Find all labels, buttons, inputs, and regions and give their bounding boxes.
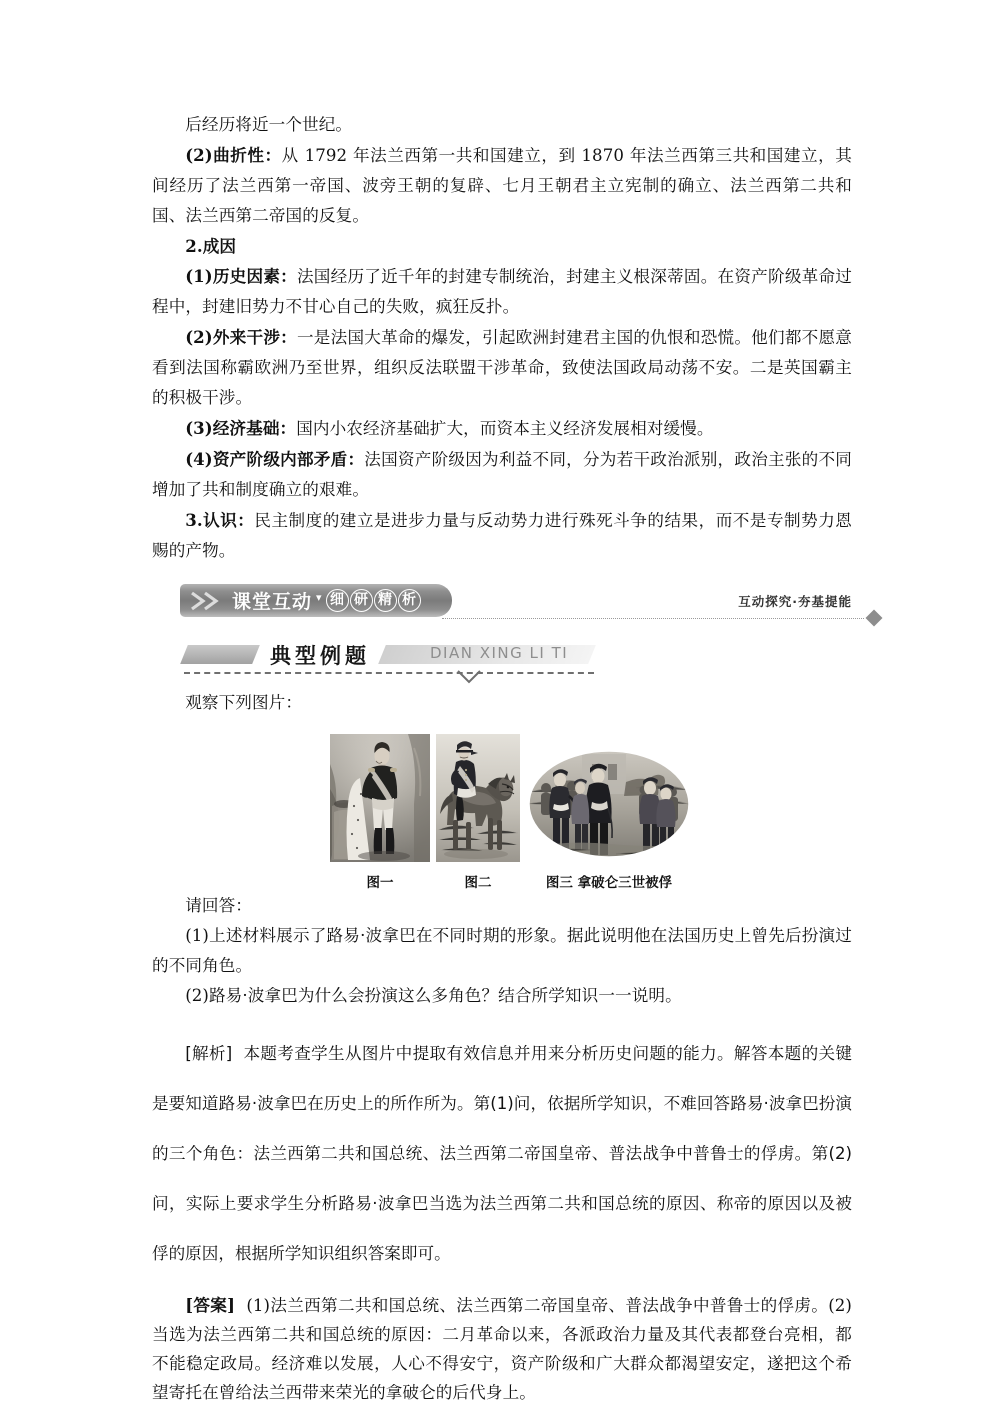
answer-paragraph	[152, 1291, 852, 1407]
analysis-block	[152, 1029, 852, 1279]
page-content	[152, 110, 852, 1407]
ask-label: 请回答：	[185, 896, 252, 915]
cause-item-5-label: 3.认识：	[185, 510, 255, 530]
chevron-down-icon	[456, 669, 482, 688]
question-2: (2)路易·波拿巴为什么会扮演这么多角色？结合所学知识一一说明。	[185, 986, 682, 1005]
cause-item-3-label: (3)经济基础：	[185, 418, 297, 438]
analysis-paragraph	[152, 1029, 852, 1279]
banner-char-2: 精	[374, 589, 397, 612]
napoleon-iii-equestrian-portrait	[436, 734, 520, 862]
cause-item-1-label: (1)历史因素：	[185, 266, 297, 286]
cause-item-1-text: 法国经历了近千年的封建专制统治，封建主义根深蒂固。在资产阶级革命过程中，封建旧势力不甘心自己的失败，疯狂反扑。	[152, 267, 852, 316]
analysis-tag: [解析]	[185, 1044, 233, 1063]
cause-item-3	[152, 413, 852, 444]
figure-2	[436, 734, 520, 891]
answer-tag: [答案]	[185, 1295, 236, 1315]
figure-group	[152, 734, 852, 891]
banner-title-right	[326, 589, 422, 612]
double-chevron-right-icon	[188, 589, 228, 613]
cause-item-2-text: 一是法国大革命的爆发，引起欧洲封建君主国的仇恨和恐慌。他们都不愿意看到法国称霸欧洲乃至世界，组织反法联盟干涉革命，致使法国政局动荡不安。二是英国霸主的积极干涉。	[152, 328, 852, 407]
cause-item-2	[152, 322, 852, 413]
notes-heading-2: 2.成因	[185, 236, 237, 256]
banner-separator-icon: ▾	[316, 591, 322, 604]
example-prompt: 观察下列图片：	[185, 693, 303, 712]
diamond-marker-icon	[866, 610, 883, 627]
answer-text: (1)法兰西第二共和国总统、法兰西第二帝国皇帝、普法战争中普鲁士的俘虏。(2)当选为法兰西第二共和国总统的原因：二月革命以来，各派政治力量及其代表都登台亮相，都不能稳定政局。经济难以发展，人心不得安宁，资产阶级和广大群众都渴望安定，遂把这个希望寄托在曾给法兰西带来荣光的拿破仑的后代身上。	[152, 1296, 853, 1402]
figure-3-caption: 图三 拿破仑三世被俘	[545, 875, 673, 891]
answer-block	[152, 1291, 852, 1407]
figure-1	[330, 734, 430, 891]
cause-item-3-text: 国内小农经济基础扩大，而资本主义经济发展相对缓慢。	[296, 419, 714, 438]
banner-bar	[180, 584, 452, 617]
banner-char-3: 析	[398, 589, 421, 612]
note-item-2-label: (2)曲折性：	[185, 145, 282, 165]
note-item-2	[152, 140, 852, 231]
banner-title-left: 课堂互动	[232, 591, 313, 613]
subheader-title: 典型例题	[270, 644, 370, 668]
banner-right-label: 互动探究·夯基提能	[732, 592, 858, 610]
figure-2-caption: 图二	[464, 875, 492, 891]
banner-char-0: 细	[326, 589, 349, 612]
figure-1-caption: 图一	[366, 875, 394, 891]
question-1: (1)上述材料展示了路易·波拿巴在不同时期的形象。据此说明他在法国历史上曾先后扮演过的不同角色。	[152, 926, 852, 975]
napoleon-iii-captured-scene	[526, 748, 692, 862]
note-line-top: 后经历将近一个世纪。	[185, 115, 353, 134]
cause-item-2-label: (2)外来干涉：	[185, 327, 297, 347]
analysis-text: 本题考查学生从图片中提取有效信息并用来分析历史问题的能力。解答本题的关键是要知道路易·波拿巴在历史上的所作所为。第(1)问，依据所学知识，不难回答路易·波拿巴扮演的三个角色：法兰西第二共和国总统、法兰西第二帝国皇帝、普法战争中普鲁士的俘虏。第(2)问，实际上要求学生分析路易·波拿巴当选为法兰西第二共和国总统的原因、称帝的原因以及被俘的原因，根据所学知识组织答案即可。	[152, 1044, 852, 1263]
subheader-dashed-rule	[184, 672, 594, 674]
cause-item-4-text: 法国资产阶级因为利益不同，分为若干政治派别，政治主张的不同增加了共和制度确立的艰难。	[152, 450, 853, 499]
cause-item-5	[152, 505, 852, 566]
cause-item-1	[152, 261, 852, 322]
cause-item-4-label: (4)资产阶级内部矛盾：	[185, 449, 365, 469]
notes-section	[152, 110, 852, 566]
subheader-pinyin: DIAN XING LI TI	[430, 644, 569, 662]
cause-item-4	[152, 444, 852, 505]
subsection-header	[184, 640, 614, 688]
section-banner	[180, 582, 880, 628]
cause-item-5-text: 民主制度的建立是进步力量与反动势力进行殊死斗争的结果，而不是专制势力恩赐的产物。	[152, 511, 853, 560]
figure-3	[526, 748, 692, 891]
banner-char-1: 研	[350, 589, 373, 612]
question-block	[152, 891, 852, 1011]
banner-dotted-rule	[442, 618, 864, 619]
subheader-left-bar	[180, 645, 260, 664]
note-item-2-text: 从 1792 年法兰西第一共和国建立，到 1870 年法兰西第三共和国建立，其间经历了法兰西第一帝国、波旁王朝的复辟、七月王朝君主立宪制的确立、法兰西第二共和国、法兰西第二帝国的反复。	[152, 146, 852, 225]
louis-napoleon-standing-portrait	[330, 734, 430, 862]
